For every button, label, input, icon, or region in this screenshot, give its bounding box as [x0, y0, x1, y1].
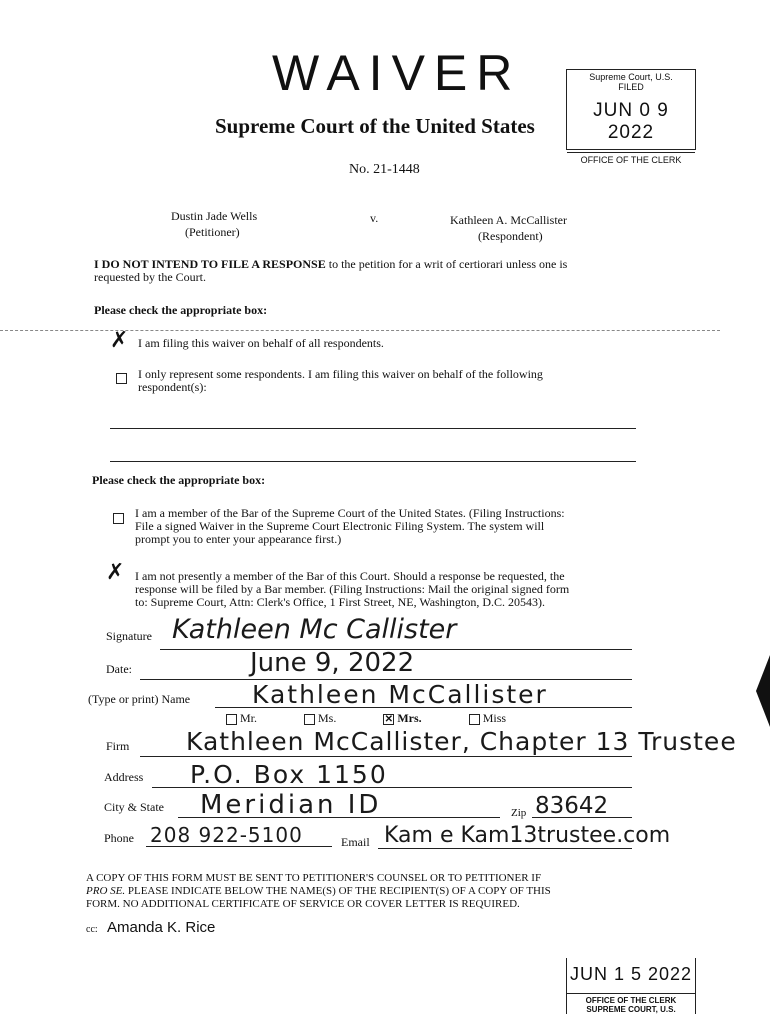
stamp-office: OFFICE OF THE CLERK — [567, 152, 695, 165]
non-member-checkbox[interactable]: ✗ — [106, 560, 125, 585]
bar-member-line3: prompt you to enter your appearance first.) — [135, 532, 342, 546]
respondents-line-2[interactable] — [110, 461, 636, 462]
non-member-label — [135, 570, 569, 609]
date-label: Date: — [106, 662, 132, 676]
firm-label: Firm — [106, 739, 130, 753]
title-mrs-label: Mrs. — [397, 711, 422, 725]
email-value: Kam e Kam13trustee.com — [384, 823, 671, 848]
some-respondents-line2: respondent(s): — [138, 380, 207, 394]
signature-value: Kathleen Mc Callister — [172, 614, 457, 645]
petitioner-name: Dustin Jade Wells — [171, 209, 258, 223]
some-respondents-label — [138, 368, 543, 394]
copy-notice-pro-se: PRO SE. — [86, 885, 126, 897]
petitioner-role: (Petitioner) — [185, 225, 240, 239]
bar-member-line2: File a signed Waiver in the Supreme Court Electronic Filing System. The system will — [135, 519, 545, 533]
section1-heading: Please check the appropriate box: — [94, 303, 268, 317]
title-ms-label: Ms. — [318, 711, 337, 725]
cc-value: Amanda K. Rice — [107, 919, 216, 936]
intent-statement — [94, 258, 694, 284]
non-member-line3: to: Supreme Court, Attn: Clerk's Office, 1 First Street, NE, Washington, D.C. 20543). — [135, 595, 546, 609]
date-value: June 9, 2022 — [250, 648, 415, 678]
non-member-line1: I am not presently a member of the Bar of this Court. Should a response be requested, the — [135, 569, 565, 583]
some-respondents-checkbox[interactable] — [116, 368, 130, 387]
firm-line[interactable] — [140, 756, 632, 757]
bar-member-checkbox[interactable] — [113, 508, 127, 527]
received-stamp — [566, 958, 696, 1014]
received-office: OFFICE OF THE CLERK — [567, 993, 695, 1005]
phone-value: 208 922-5100 — [150, 823, 303, 847]
name-value: Kathleen McCallister — [252, 680, 548, 709]
copy-notice-line2: PLEASE INDICATE BELOW THE NAME(S) OF THE RECIPIENT(S) OF A COPY OF THIS — [125, 885, 551, 897]
bar-member-label — [135, 507, 565, 546]
stamp-court: Supreme Court, U.S. — [589, 72, 673, 82]
title-options — [226, 711, 506, 726]
non-member-line2: response will be filed by a Bar member. (Filing Instructions: Mail the original signed form — [135, 582, 570, 596]
copy-notice — [86, 872, 551, 911]
title-miss-label: Miss — [482, 711, 507, 725]
address-value: P.O. Box 1150 — [190, 760, 388, 789]
city-value: Meridian ID — [200, 790, 382, 820]
some-respondents-line1: I only represent some respondents. I am filing this waiver on behalf of the following — [138, 367, 543, 381]
versus: v. — [370, 211, 379, 225]
intent-rest-2: requested by the Court. — [94, 270, 206, 284]
scan-edge-mark — [756, 655, 770, 727]
bar-member-line1: I am a member of the Bar of the Supreme Court of the United States. (Filing Instructions: — [135, 506, 565, 520]
title-mrs-option[interactable]: ✕ Mrs. — [384, 711, 422, 725]
stamp-filed: FILED — [618, 82, 644, 92]
filed-stamp — [566, 69, 696, 165]
dashed-rule — [0, 330, 720, 331]
case-number: No. 21-1448 — [349, 162, 420, 177]
respondent-name: Kathleen A. McCallister — [450, 213, 567, 227]
copy-notice-line3: FORM. NO ADDITIONAL CERTIFICATE OF SERVICE OR COVER LETTER IS REQUIRED. — [86, 898, 520, 910]
firm-value: Kathleen McCallister, Chapter 13 Trustee — [186, 727, 737, 756]
waiver-title: WAIVER — [272, 45, 522, 101]
zip-value: 83642 — [535, 793, 609, 819]
email-label: Email — [341, 835, 370, 849]
title-miss-option[interactable] — [469, 711, 506, 725]
all-respondents-label: I am filing this waiver on behalf of all respondents. — [138, 336, 384, 350]
address-label: Address — [104, 770, 144, 784]
intent-bold: I DO NOT INTEND TO FILE A RESPONSE — [94, 257, 326, 271]
title-mr-label: Mr. — [240, 711, 258, 725]
copy-notice-line1: A COPY OF THIS FORM MUST BE SENT TO PETITIONER'S COUNSEL OR TO PETITIONER IF — [86, 872, 542, 884]
respondents-line-1[interactable] — [110, 428, 636, 429]
stamp-date: JUN 0 9 2022 — [593, 100, 669, 143]
intent-rest: to the petition for a writ of certiorari unless one is — [325, 257, 568, 271]
signature-label: Signature — [106, 629, 152, 643]
respondent-role: (Respondent) — [478, 229, 543, 243]
title-mr-option[interactable] — [226, 711, 257, 725]
court-name: Supreme Court of the United States — [215, 114, 535, 138]
cc-label: cc: — [86, 924, 98, 935]
zip-label: Zip — [511, 807, 527, 819]
phone-label: Phone — [104, 831, 134, 845]
title-ms-option[interactable] — [304, 711, 336, 725]
all-respondents-checkbox[interactable]: ✗ — [110, 328, 129, 353]
received-date: JUN 1 5 2022 — [569, 964, 693, 984]
section2-heading: Please check the appropriate box: — [92, 473, 266, 487]
city-label: City & State — [104, 800, 164, 814]
email-line[interactable] — [378, 848, 632, 849]
received-court: SUPREME COURT, U.S. — [586, 1005, 676, 1014]
name-label: (Type or print) Name — [88, 692, 191, 706]
